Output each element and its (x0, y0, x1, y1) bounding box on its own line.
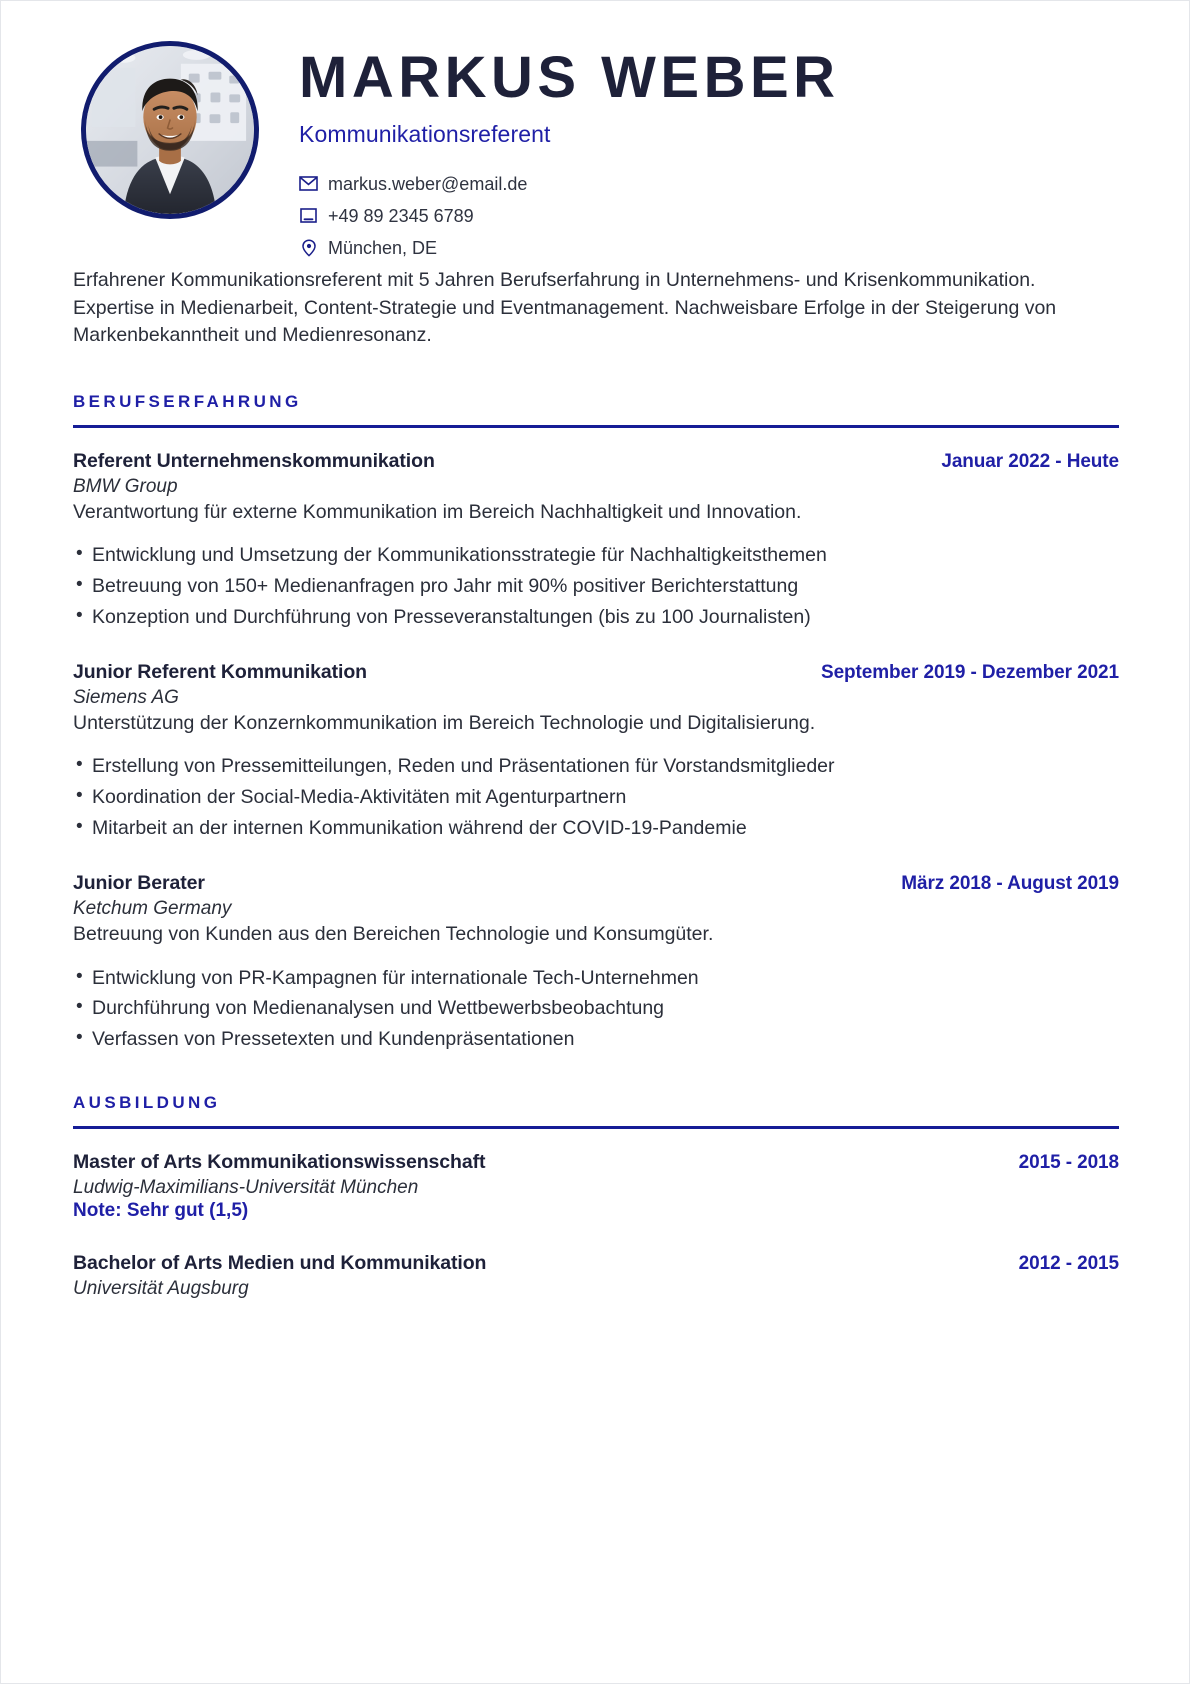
education-institution: Universität Augsburg (73, 1278, 249, 1300)
contact-email-value: markus.weber@email.de (328, 173, 528, 194)
experience-entry (73, 450, 1119, 631)
list-item: • Koordination der Social-Media-Aktivitäten mit Agenturpartnern (73, 784, 1119, 811)
job-company: Ketchum Germany (73, 898, 232, 920)
job-description: Unterstützung der Konzernkommunikation im Bereich Technologie und Digitalisierung. (73, 712, 816, 735)
education-grade-note: Note: Sehr gut (1,5) (73, 1200, 249, 1222)
profile-summary: Erfahrener Kommunikationsreferent mit 5 Jahren Berufserfahrung in Unternehmens- und Krisenkommunikation. Expertise in Medienarbeit, Content-Strategie und Eventmanagement. Nachweisbare Erfolge in der Steigerung von Markenbekanntheit und Medienresonanz. (73, 269, 1057, 347)
job-description: Verantwortung für externe Kommunikation im Bereich Nachhaltigkeit und Innovation. (73, 501, 802, 524)
header-text-block (259, 31, 1119, 257)
experience-entry (73, 872, 1119, 1053)
experience-entry (73, 661, 1119, 842)
experience-entry-header (73, 661, 1119, 684)
list-item: • Betreuung von 150+ Medienanfragen pro Jahr mit 90% positiver Berichterstattung (73, 573, 1119, 600)
contact-email[interactable] (299, 174, 1119, 193)
list-item: • Entwicklung und Umsetzung der Kommunikationsstrategie für Nachhaltigkeitsthemen (73, 542, 1119, 569)
job-role-subtitle: Kommunikationsreferent (299, 121, 551, 147)
job-description: Betreuung von Kunden aus den Bereichen Technologie und Konsumgüter. (73, 923, 714, 946)
list-item: • Mitarbeit an der internen Kommunikation während der COVID-19-Pandemie (73, 815, 1119, 842)
profile-photo-illustration (86, 46, 254, 214)
section-experience (73, 392, 1119, 1053)
contact-list (299, 174, 1119, 257)
section-education (73, 1093, 1119, 1300)
contact-phone[interactable] (299, 206, 1119, 225)
list-item: • Verfassen von Pressetexten und Kundenpräsentationen (73, 1026, 1119, 1053)
job-company: Siemens AG (73, 687, 179, 709)
job-date-range: März 2018 - August 2019 (901, 873, 1119, 895)
contact-phone-value: +49 89 2345 6789 (328, 205, 474, 226)
job-bullet-list (73, 965, 1119, 1054)
job-position: Junior Referent Kommunikation (73, 661, 367, 684)
education-date-range: 2012 - 2015 (1018, 1253, 1119, 1275)
job-position: Junior Berater (73, 872, 205, 895)
section-divider (73, 425, 1119, 428)
page-title: MARKUS WEBER (299, 45, 840, 110)
phone-icon (299, 206, 318, 225)
envelope-icon (299, 174, 318, 193)
resume-sheet (1, 1, 1189, 1300)
job-position: Referent Unternehmenskommunikation (73, 450, 435, 473)
job-date-range: Januar 2022 - Heute (941, 451, 1119, 473)
education-entry (73, 1252, 1119, 1300)
education-date-range: 2015 - 2018 (1018, 1152, 1119, 1174)
education-entry-header (73, 1151, 1119, 1174)
section-divider (73, 1126, 1119, 1129)
job-bullet-list (73, 753, 1119, 842)
avatar (81, 41, 259, 219)
education-entry-header (73, 1252, 1119, 1275)
resume-header (73, 31, 1119, 257)
experience-entry-header (73, 450, 1119, 473)
job-date-range: September 2019 - Dezember 2021 (821, 662, 1119, 684)
contact-location-value: München, DE (328, 237, 438, 258)
section-title-experience: BERUFSERFAHRUNG (73, 392, 302, 412)
location-pin-icon (299, 238, 318, 257)
job-bullet-list (73, 542, 1119, 631)
experience-entry-header (73, 872, 1119, 895)
job-company: BMW Group (73, 476, 178, 498)
list-item: • Durchführung von Medienanalysen und Wettbewerbsbeobachtung (73, 995, 1119, 1022)
education-degree: Master of Arts Kommunikationswissenschaft (73, 1151, 486, 1174)
education-degree: Bachelor of Arts Medien und Kommunikation (73, 1252, 487, 1275)
list-item: • Konzeption und Durchführung von Presseveranstaltungen (bis zu 100 Journalisten) (73, 604, 1119, 631)
education-institution: Ludwig-Maximilians-Universität München (73, 1177, 419, 1199)
list-item: • Entwicklung von PR-Kampagnen für internationale Tech-Unternehmen (73, 965, 1119, 992)
list-item: • Erstellung von Pressemitteilungen, Reden und Präsentationen für Vorstandsmitglieder (73, 753, 1119, 780)
section-title-education: AUSBILDUNG (73, 1093, 221, 1113)
profile-photo (86, 46, 254, 214)
contact-location[interactable] (299, 238, 1119, 257)
education-entry (73, 1151, 1119, 1222)
